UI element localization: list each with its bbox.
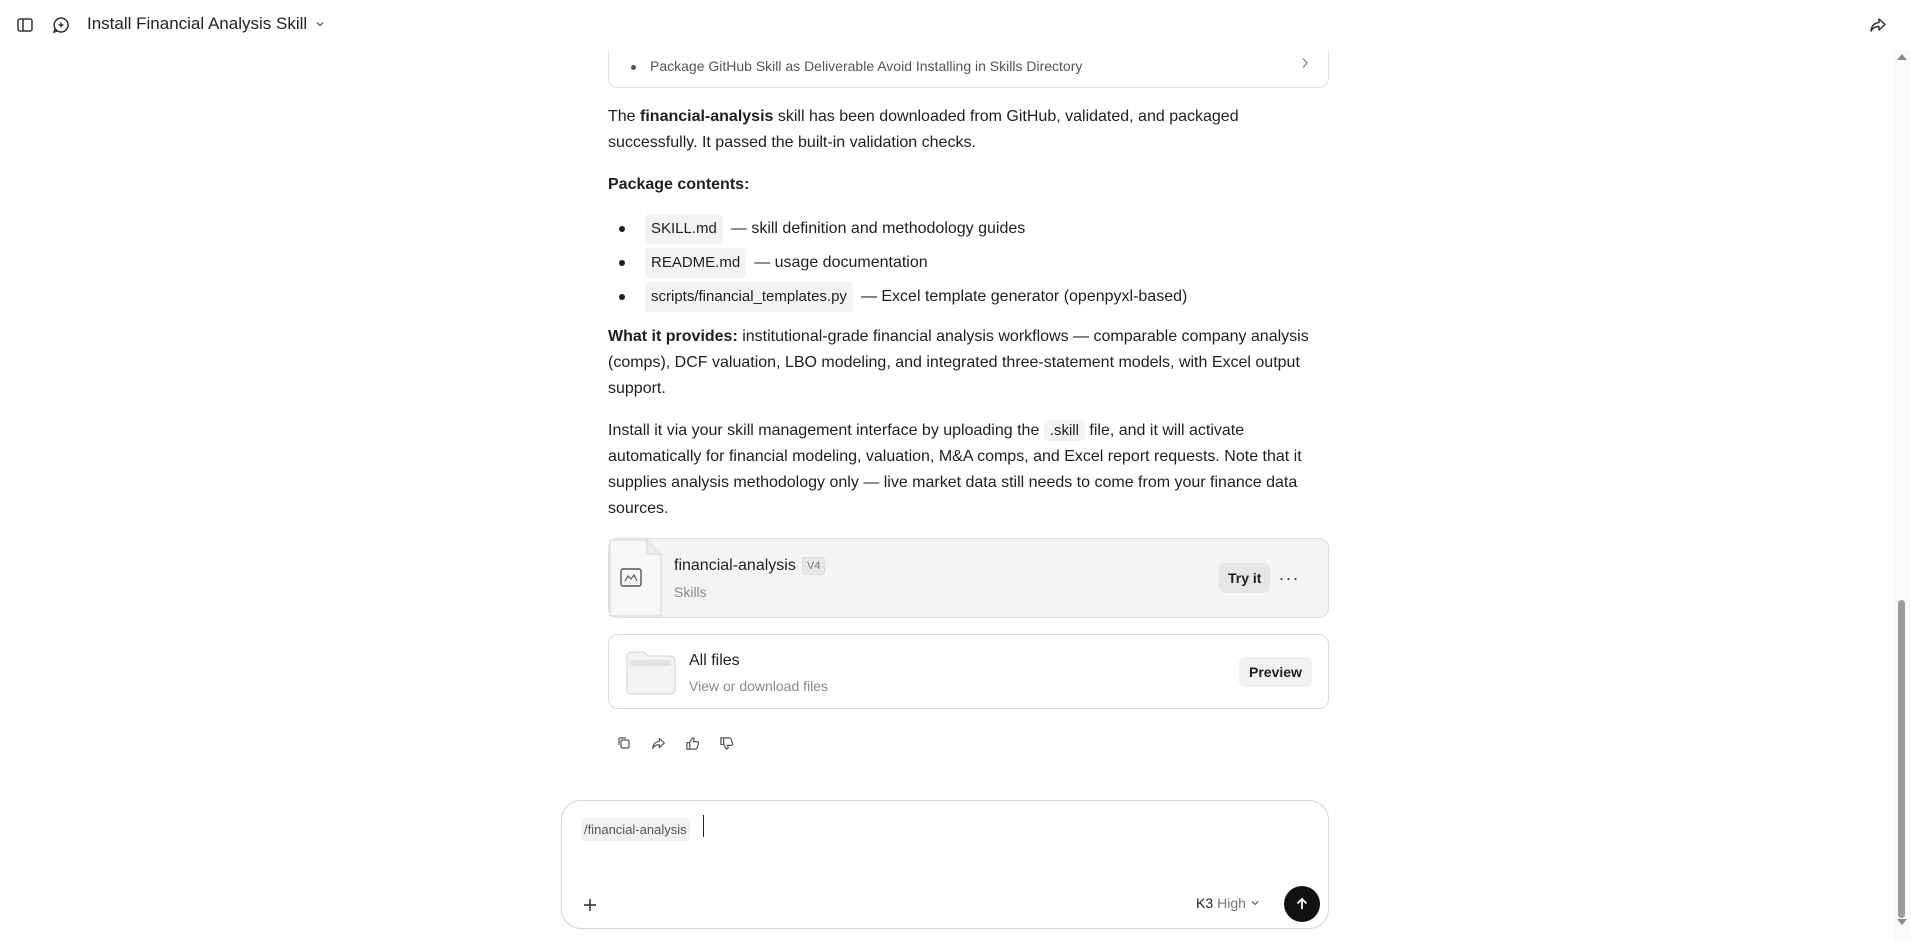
inline-code: scripts/financial_templates.py bbox=[645, 282, 853, 312]
bullet-dot bbox=[619, 260, 625, 266]
skill-file-icon bbox=[609, 539, 663, 617]
skill-category: Skills bbox=[674, 584, 707, 600]
conversation-title-text: Install Financial Analysis Skill bbox=[87, 14, 308, 33]
sidebar-toggle-icon[interactable] bbox=[12, 12, 38, 38]
chevron-down-icon bbox=[315, 14, 325, 34]
scrollbar-thumb[interactable] bbox=[1898, 600, 1905, 918]
inline-code: README.md bbox=[645, 248, 746, 278]
attach-plus-icon[interactable] bbox=[578, 893, 602, 917]
conversation-title[interactable] bbox=[87, 14, 325, 34]
inline-code: SKILL.md bbox=[645, 214, 723, 244]
chevron-right-icon bbox=[1300, 56, 1310, 74]
bullet-dot bbox=[619, 226, 625, 232]
message-paragraph bbox=[608, 104, 1329, 156]
text-cursor bbox=[703, 815, 704, 837]
version-badge: V4 bbox=[802, 557, 825, 575]
list-item-desc: — skill definition and methodology guides bbox=[730, 220, 1026, 237]
list-item bbox=[608, 248, 928, 278]
skill-name: financial-analysis bbox=[674, 557, 796, 574]
text-span: The bbox=[608, 108, 641, 125]
text-span: file, and it will activate automatically for financial modeling, valuation, M&A comps, and Excel report requests. Note that it supplies analysis methodology only — live market data still needs to come from your finance data sources. bbox=[608, 422, 1302, 517]
try-it-button[interactable]: Try it bbox=[1219, 563, 1270, 593]
list-item-desc: — Excel template generator (openpyxl-based) bbox=[860, 288, 1188, 305]
preview-button[interactable]: Preview bbox=[1239, 657, 1312, 687]
more-options-button[interactable]: ··· bbox=[1278, 567, 1300, 588]
effort-level: High bbox=[1217, 895, 1246, 911]
message-paragraph bbox=[608, 418, 1329, 522]
scroll-down-arrow[interactable] bbox=[1897, 919, 1907, 925]
text-span: institutional-grade financial analysis workflows — comparable company analysis (comps), DCF valuation, LBO modeling, and integrated three-statement models, with Excel output support. bbox=[608, 328, 1309, 397]
list-item bbox=[608, 214, 1025, 244]
folder-icon bbox=[626, 651, 676, 695]
top-bar bbox=[0, 0, 1911, 50]
skill-artifact-card[interactable] bbox=[608, 538, 1329, 618]
thumbs-up-icon[interactable] bbox=[682, 733, 702, 753]
heading-text: Package contents: bbox=[608, 176, 750, 193]
thumbs-down-icon[interactable] bbox=[716, 733, 736, 753]
inline-code: .skill bbox=[1044, 420, 1085, 441]
text-span: skill has been downloaded from GitHub, validated, and packaged successfully. It passed the built-in validation checks. bbox=[608, 108, 1239, 151]
skill-command-chip[interactable]: /financial-analysis bbox=[581, 818, 690, 841]
package-contents-heading bbox=[608, 172, 1329, 198]
list-item-desc: — usage documentation bbox=[754, 254, 928, 271]
files-subtitle: View or download files bbox=[689, 678, 829, 694]
model-selector[interactable] bbox=[1196, 895, 1260, 911]
skill-name-bold: financial-analysis bbox=[640, 108, 774, 125]
message-actions bbox=[614, 733, 736, 753]
step-item: Package GitHub Skill as Deliverable Avoid Installing in Skills Directory bbox=[650, 58, 1083, 74]
message-paragraph bbox=[608, 324, 1329, 402]
send-button[interactable] bbox=[1284, 886, 1320, 922]
scrollbar[interactable] bbox=[1893, 0, 1911, 941]
share-icon[interactable] bbox=[648, 733, 668, 753]
share-icon[interactable] bbox=[1865, 12, 1891, 38]
text-span: Install it via your skill management interface by uploading the bbox=[608, 422, 1044, 439]
bullet-dot bbox=[631, 65, 636, 70]
chevron-down-icon bbox=[1250, 895, 1260, 911]
files-title: All files bbox=[689, 652, 740, 669]
all-files-card[interactable] bbox=[608, 634, 1329, 709]
message-composer[interactable] bbox=[561, 800, 1329, 929]
bullet-dot bbox=[619, 294, 625, 300]
model-name: K3 bbox=[1196, 895, 1214, 911]
provides-label: What it provides: bbox=[608, 328, 738, 345]
new-chat-icon[interactable] bbox=[48, 12, 74, 38]
scroll-up-arrow[interactable] bbox=[1897, 54, 1907, 60]
copy-icon[interactable] bbox=[614, 733, 634, 753]
list-item bbox=[608, 282, 1187, 312]
